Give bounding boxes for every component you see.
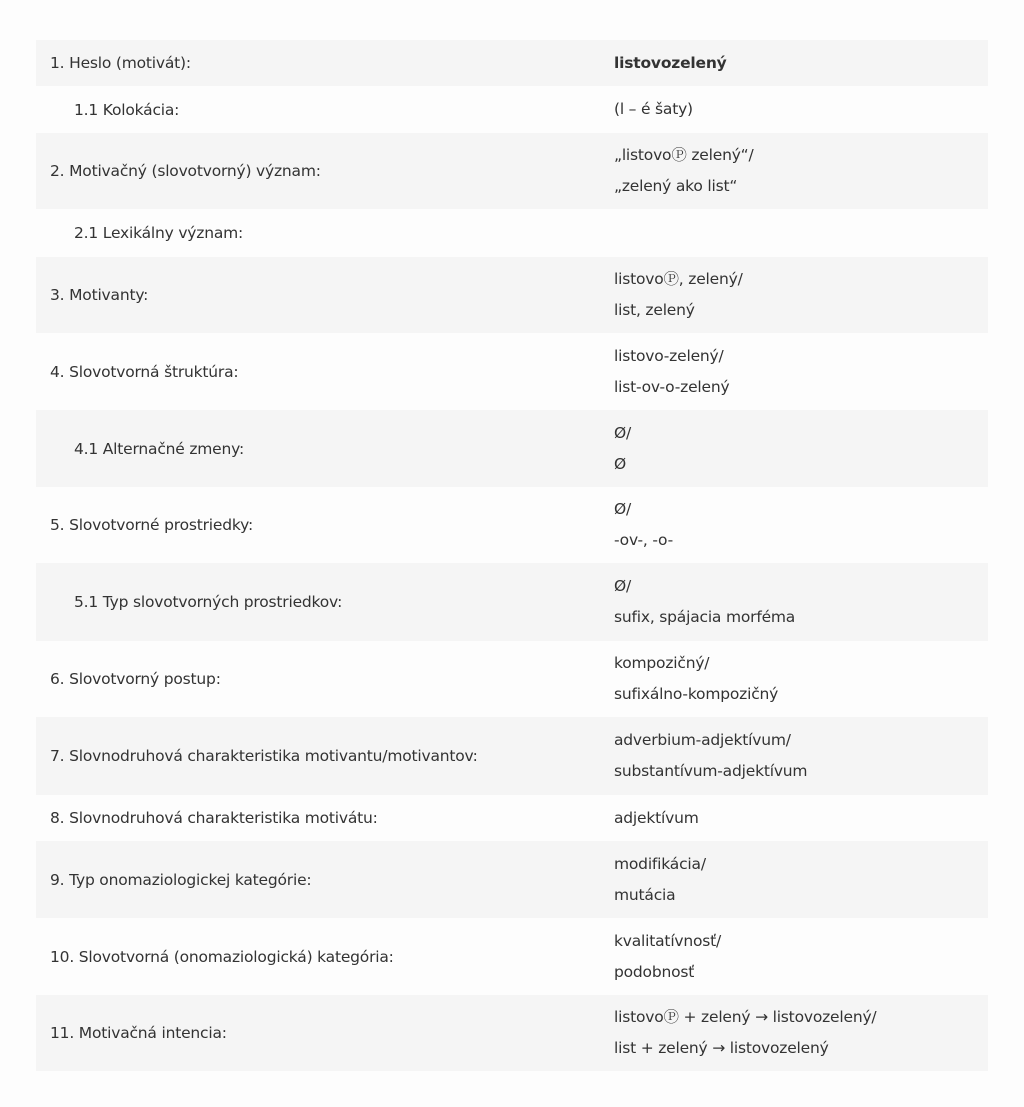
row-value <box>614 140 988 202</box>
row-value <box>614 803 988 834</box>
value-line: list-ov-o-zelený <box>614 377 730 396</box>
value-line: „zelený ako list“ <box>614 177 738 195</box>
table-row <box>36 717 988 795</box>
row-label: 9. Typ onomaziologickej kategórie: <box>50 870 312 889</box>
table-row <box>36 841 988 918</box>
row-label: 2. Motivačný (slovotvorný) význam: <box>50 162 321 180</box>
row-label: 1. Heslo (motivát): <box>50 54 191 72</box>
table-row <box>36 795 988 841</box>
row-label: 5.1 Typ slovotvorných prostriedkov: <box>74 593 343 611</box>
value-line: listovoⓅ, zelený/ <box>614 270 743 288</box>
table-row <box>36 410 988 487</box>
table-row <box>36 995 988 1071</box>
value-line: podobnosť <box>614 962 695 981</box>
table-row <box>36 641 988 717</box>
table-row <box>36 86 988 133</box>
value-line: listovoⓅ + zelený → listovozelený/ <box>614 1008 877 1026</box>
row-label: 2.1 Lexikálny význam: <box>74 224 244 242</box>
table-row <box>36 563 988 641</box>
value-line: mutácia <box>614 885 676 904</box>
value-line: (l – é šaty) <box>614 100 693 118</box>
table-row <box>36 918 988 995</box>
row-label: 7. Slovnodruhová charakteristika motivantu/motivantov: <box>50 747 478 765</box>
row-label: 4. Slovotvorná štruktúra: <box>50 362 239 381</box>
row-label: 11. Motivačná intencia: <box>50 1024 227 1042</box>
table-row <box>36 333 988 410</box>
row-label: 3. Motivanty: <box>50 286 149 304</box>
value-line: Ø <box>614 454 627 473</box>
value-line: kvalitatívnosť/ <box>614 931 722 950</box>
row-value <box>614 341 988 403</box>
value-line: Ø/ <box>614 423 632 442</box>
value-line: listovozelený <box>614 53 727 72</box>
value-line: adverbium-adjektívum/ <box>614 731 791 749</box>
word-formation-table <box>36 40 988 1071</box>
row-value <box>614 571 988 633</box>
row-value-headword <box>614 48 988 79</box>
row-label: 8. Slovnodruhová charakteristika motivátu: <box>50 809 378 827</box>
value-line: substantívum-adjektívum <box>614 762 808 780</box>
row-value <box>614 418 988 480</box>
value-line: list, zelený <box>614 301 695 319</box>
value-line: kompozičný/ <box>614 654 710 672</box>
row-label: 5. Slovotvorné prostriedky: <box>50 516 253 534</box>
row-label: 1.1 Kolokácia: <box>74 100 180 119</box>
row-value <box>614 264 988 326</box>
row-label: 4.1 Alternačné zmeny: <box>74 439 244 458</box>
row-value <box>614 648 988 710</box>
value-line: list + zelený → listovozelený <box>614 1039 829 1057</box>
table-row <box>36 133 988 209</box>
value-line: listovo-zelený/ <box>614 346 724 365</box>
value-line: sufixálno-kompozičný <box>614 685 779 703</box>
row-label: 10. Slovotvorná (onomaziologická) kategória: <box>50 947 394 966</box>
row-value <box>614 94 988 125</box>
table-row <box>36 209 988 257</box>
value-line: adjektívum <box>614 808 699 827</box>
table-row <box>36 40 988 86</box>
row-value <box>614 725 988 787</box>
value-line: modifikácia/ <box>614 854 706 873</box>
value-line: -ov-, -o- <box>614 531 674 549</box>
value-line: Ø/ <box>614 577 632 595</box>
table-row <box>36 487 988 563</box>
row-value <box>614 926 988 988</box>
row-value <box>614 494 988 556</box>
value-line: „listovoⓅ zelený“/ <box>614 146 754 164</box>
row-value <box>614 849 988 911</box>
row-value <box>614 1002 988 1064</box>
value-line: Ø/ <box>614 500 632 518</box>
row-label: 6. Slovotvorný postup: <box>50 670 221 688</box>
table-row <box>36 257 988 333</box>
value-line: sufix, spájacia morféma <box>614 608 796 626</box>
